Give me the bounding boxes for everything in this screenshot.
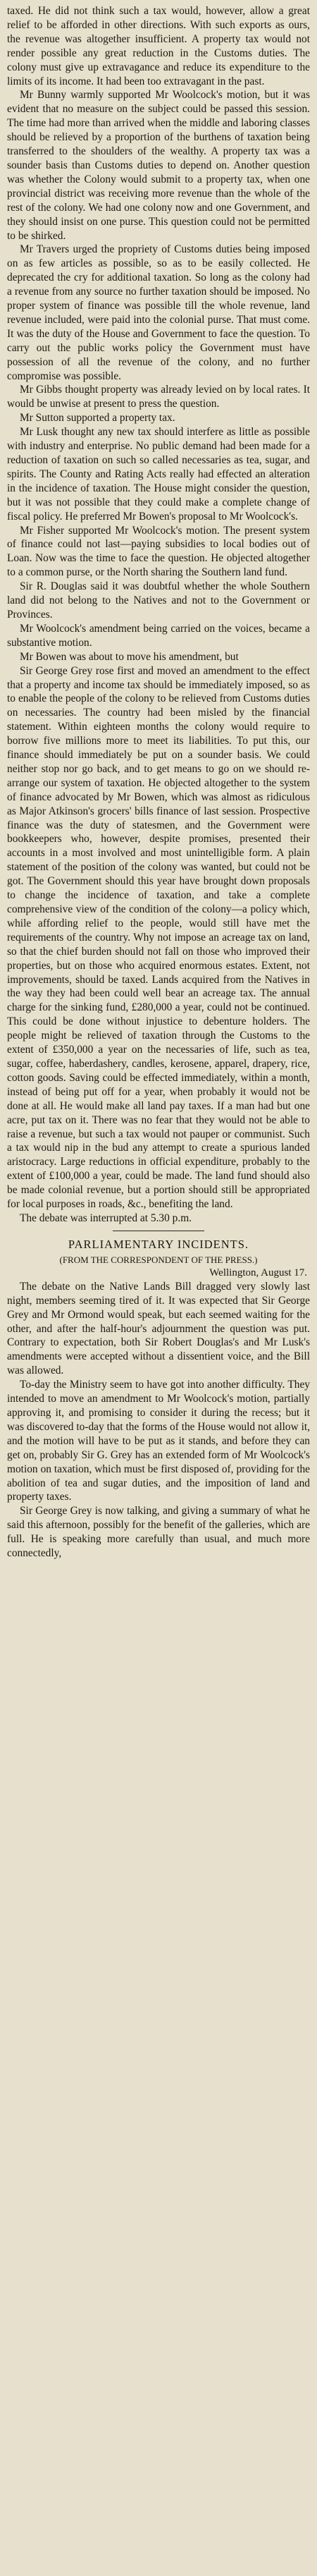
parliamentary-incidents-section — [7, 1237, 310, 1561]
paragraph: Sir George Grey is now talking, and giving a summary of what he said this afternoon, possibly for the benefit of the galleries, which are full. He is speaking more carefully than usual, and much more connectedly, — [7, 1505, 310, 1560]
paragraph: Mr Fisher supported Mr Woolcock's motion. The present system of finance could not last—paying subsidies to local bodies out of Loan. Now was the time to face the question. He objected altogether to a common purse, or the North sharing the Southern land fund. — [7, 524, 310, 579]
paragraph: Mr Travers urged the propriety of Customs duties being imposed on as few articles as possible, so as to be easily collected. He deprecated the cry for additional taxation. So long as the colony had a revenue from any source no further taxation should be imposed. No proper system of finance was possible till the whole revenue, land revenue included, were paid into the colonial purse. That must come. It was the duty of the House and Government to face the question. To carry out the public works policy the Government must have possession of all the revenue of the colony, and no further compromise was possible. — [7, 243, 310, 382]
paragraph: Sir George Grey rose first and moved an amendment to the effect that a property and income tax should be immediately imposed, so as to enable the people of the colony to be relieved from Customs duties on necessaries. The country had been misled by the financial statement. Within eighteen months the colony would require to borrow five millions more to meet its liabilities. To put this, our finance should immediately be put on a sounder basis. We could neither stop nor go back, and to get means to go on we should re-arrange our system of taxation. He objected altogether to the system of finance advocated by Mr Bowen, which was almost as ridiculous as Major Atkinson's grocers' bills finance of last session. Prospective finance was the duty of statesmen, and the Government were bookkeepers who, however, despite promises, presented their accounts in a most involved and most unintelligible form. A plain statement of the position of the colony was wanted, but could not be got. The Government should this year have brought down proposals to change the incidence of taxation, and take a complete comprehensive view of the condition of the colony—a policy which, while affording relief to the people, would still have met the requirements of the country. Why not impose an acreage tax on land, so that the chief burden should not fall on those who improved their properties, but on those who acquired enormous estates. Extent, not improvements, should be taxed. Lands acquired from the Natives in the way they had been could well bear an acreage tax. The annual charge for the sinking fund, £280,000 a year, could not be continued. This could be done without injustice to debenture holders. The people might be relieved of taxation through the Customs to the extent of £350,000 a year on the necessaries of life, such as tea, sugar, coffee, haberdashery, candles, kerosene, apparel, drapery, rice, cotton goods. Saving could be effected immediately, within a month, instead of being put off for a year, when probably it would not be done at all. He would make all land pay taxes. If a man had but one acre, put tax on it. There was no fear that they would not be able to raise a revenue, but such a tax would not pauper or communist. Such a tax would nip in the bud any attempt to create a spurious landed aristocracy. Large reductions in official expenditure, probably to the extent of £100,000 a year, could be made. The land fund should also be made colonial revenue, but a portion should still be appropriated for local purposes in roads, &c., benefiting the land. — [7, 664, 310, 1211]
section-dateline: Wellington, August 17. — [209, 1266, 307, 1278]
paragraph: Sir R. Douglas said it was doubtful whether the whole Southern land did not belong to the Natives and not to the Government or Provinces. — [7, 580, 310, 621]
section-byline: (FROM THE CORRESPONDENT OF THE PRESS.) — [59, 1254, 258, 1265]
paragraph: Mr Gibbs thought property was already levied on by local rates. It would be unwise at present to press the question. — [7, 384, 310, 410]
article-body — [7, 4, 310, 1226]
paragraph: Mr Woolcock's amendment being carried on the voices, became a substantive motion. — [7, 622, 310, 649]
paragraph: The debate was interrupted at 5.30 p.m. — [20, 1211, 192, 1224]
paragraph: taxed. He did not think such a tax would, however, allow a great relief to be afforded in other directions. With such exports as ours, the revenue was altogether insufficient. A property tax would not render possible any great reduction in the Customs duties. The colony must give up extravagance and reduce its expenditure to the limits of its income. It had been too extravagant in the past. — [7, 5, 310, 87]
paragraph: The debate on the Native Lands Bill dragged very slowly last night, members seeming tired of it. It was expected that Sir George Grey and Mr Ormond would speak, but each seemed waiting for the other, and after the half-hour's adjournment the question was put. Contrary to expectation, both Sir Robert Douglas's and Mr Lusk's amendments were accepted without a dissentient voice, and the Bill was allowed. — [7, 1280, 310, 1377]
section-heading: PARLIAMENTARY INCIDENTS. — [68, 1237, 249, 1251]
paragraph: Mr Sutton supported a property tax. — [20, 412, 175, 425]
paragraph: To-day the Ministry seem to have got into another difficulty. They intended to move an amendment to Mr Woolcock's motion, partially approving it, and promising to consider it during the recess; but it was discovered to-day that the forms of the House would not allow it, and the motion will have to be put as it stands, and before they can get on, probably Sir G. Grey has an extended form of Mr Woolcock's motion on taxation, which must be first disposed of, providing for the abolition of tea and sugar duties, and the imposition of land and property taxes. — [7, 1379, 310, 1503]
paragraph: Mr Bunny warmly supported Mr Woolcock's motion, but it was evident that no measure on the subject could be passed this session. The time had more than arrived when the middle and laboring classes should be relieved by a proportion of the burthens of taxation being transferred to the shoulders of the wealthy. A property tax was a sounder basis than Customs duties to depend on. Another question was whether the Colony would submit to a property tax, when one provincial district was receiving more revenue than the whole of the rest of the colony. We had one colony now and one Government, and they should insist on one purse. This question could not be permitted to be shirked. — [7, 89, 310, 242]
paragraph: Mr Bowen was about to move his amendment, but — [20, 650, 239, 663]
paragraph: Mr Lusk thought any new tax should interfere as little as possible with industry and enterprise. No public demand had been made for a reduction of taxation on such so called necessaries as tea, sugar, and spirits. The County and Rating Acts really had effected an alteration in the incidence of taxation. The House might consider the question, but it was not possible that they could make a complete change of fiscal policy. He preferred Mr Bowen's proposal to Mr Woolcock's. — [7, 426, 310, 523]
